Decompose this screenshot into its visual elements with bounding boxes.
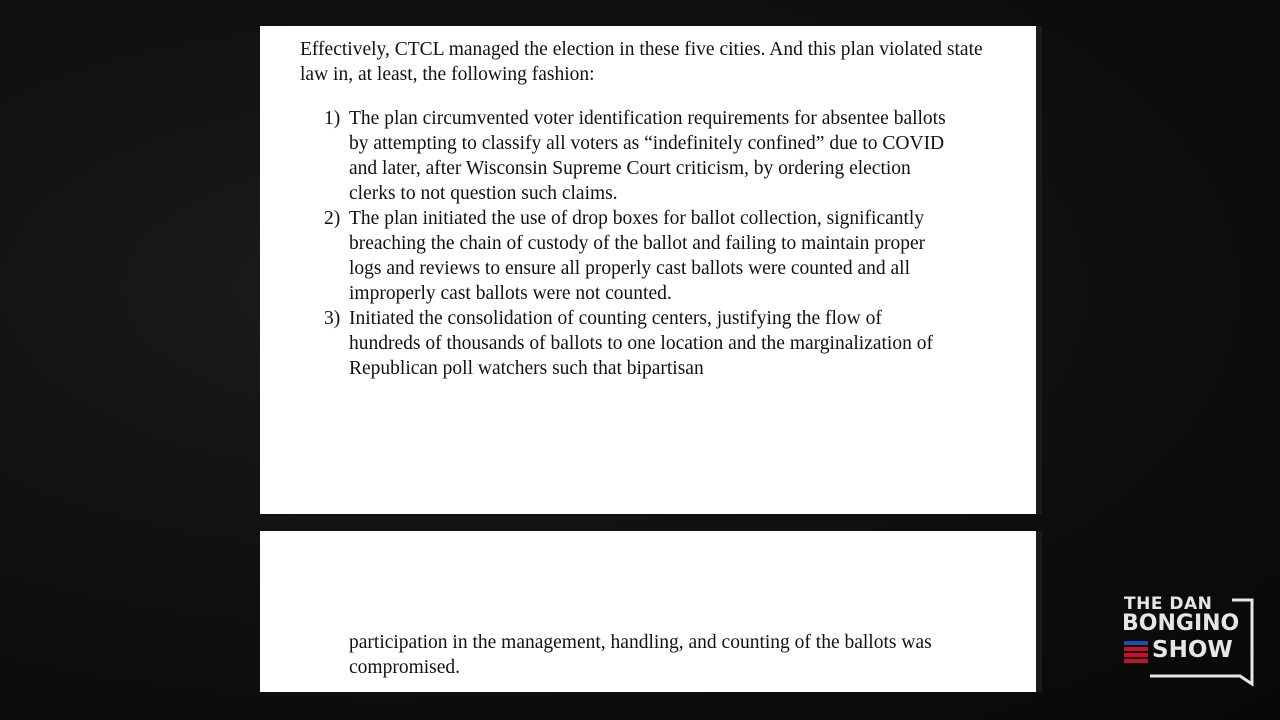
list-item: [260, 306, 949, 381]
flag-icon: [1124, 641, 1148, 663]
logo-text-the-dan: THE DAN: [1124, 594, 1213, 614]
item-number: 2): [324, 208, 341, 229]
item-number: 3): [324, 308, 341, 329]
logo-text-bongino: BONGINO: [1122, 611, 1240, 636]
logo-text-show: SHOW: [1152, 637, 1233, 663]
item-text: The plan circumvented voter identification requirements for absentee ballots by attempting to classify all voters as “indefinitely confined” due to COVID and later, after Wisconsin Supreme Court criticism, by ordering election clerks to not question such claims.: [349, 108, 946, 204]
show-logo: [1120, 592, 1256, 688]
document-page-top: [260, 26, 1036, 514]
continuation-paragraph: participation in the management, handling, and counting of the ballots was compromised.: [349, 632, 932, 678]
item-text: The plan initiated the use of drop boxes for ballot collection, significantly breaching the chain of custody of the ballot and failing to maintain proper logs and reviews to ensure all properly cast ballots were counted and all improperly cast ballots were not counted.: [349, 208, 926, 304]
violations-list: [260, 106, 1036, 381]
document-page-bottom: [260, 531, 1036, 692]
item-number: 1): [324, 108, 341, 129]
intro-paragraph: Effectively, CTCL managed the election in these five cities. And this plan violated state law in, at least, the following fashion:: [300, 39, 983, 85]
list-item: [260, 106, 949, 206]
item-text: Initiated the consolidation of counting centers, justifying the flow of hundreds of thousands of ballots to one location and the marginalization of Republican poll watchers such that bipartisan: [349, 308, 933, 379]
list-item: [260, 206, 949, 306]
